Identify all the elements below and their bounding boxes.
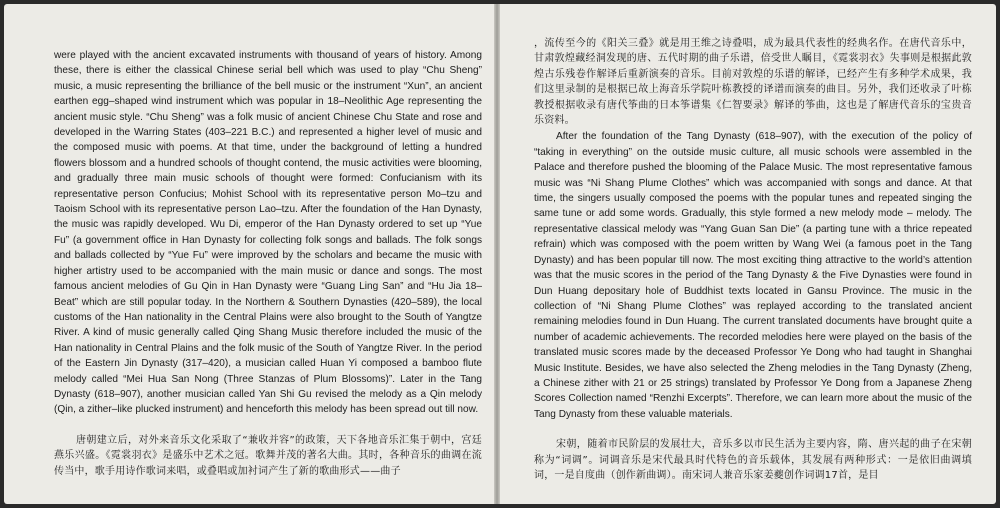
left-page [4, 4, 494, 504]
left-english-paragraph: were played with the ancient excavated instruments with thousand of years of history. Among these, there is either the classical Chinese serial bell which was used to play “Chu Sheng” music, a music representing the brilliance of the bell music or the instrument “Xun”, an ancient earthen egg–shaped wind instrument which was popular in 18–Neolithic Age representing the ancient music style. “Chu Sheng” was a folk music of ancient Chinese Chu State and rose and developed in the Warring States (403–221 B.C.) and represented a higher level of music and the composed music with poems. At that time, under the background of letting a hundred flowers blossom and a hundred schools of thought contend, the music activities were blooming, and gradually three main music schools of thought were formed: Confucianism with its representative person Confucius; Mohist School with its representative person Mo–tzu and Taoism School with its representative person Lao–tzu. After the foundation of the Han Dynasty, the music was rapidly developed. Wu Di, emperor of the Han Dynasty ordered to set up “Yue Fu” (a government office in Han Dynasty for collecting folk songs and ballads. The folk songs and ballads collected by “Yue Fu” were improved by the scholars and became the music with higher artistry used to be accompanied with the main music or dance and songs. The most famous ancient melodies of Gu Qin in Han Dynasty were “Guang Ling San” and “Hu Jia 18–Beat” which are still popular today. In the Northern & Southern Dynasties (420–589), the local customs of the Han nationality in the Central Plains were also brought to the South of Yangtze River. A kind of music generally called Qing Shang Music therefore included the music of the Han nationality in Central Plains and the folk music of the South of Yangtze River. In the period of the Eastern Jin Dynasty (317–420), a musician called Huan Yi composed a bamboo flute melody called “Mei Hua San Nong (Three Stanzas of Plum Blossoms)”. Later in the Tang Dynasty (618–907), another musician called Yan Shi Gu revised the melody as a Qin melody (Qin, a zither–like plucked instrument) and henceforth this melody has been spread out till now. [54, 50, 482, 416]
left-chinese-paragraph: 唐朝建立后，对外来音乐文化采取了“兼收并容”的政策，天下各地音乐汇集于朝中，宫廷燕乐兴盛。《霓裳羽衣》是盛乐中艺术之冠。歌舞并茂的著名大曲。其时，各种音乐的曲调在流传当中，歌手用诗作歌词来唱，或叠唱或加衬词产生了新的歌曲形式——曲子 [54, 434, 482, 477]
right-page [500, 4, 996, 504]
right-english-paragraph: After the foundation of the Tang Dynasty (618–907), with the execution of the policy of “taking in everything” on the outside music culture, all music schools were assembled in the Palace and therefore pushed the blooming of the Palace Music. The most representative famous music was “Ni Shang Plume Clothes” which was accompanied with songs and dance. At that time, the singers usually composed the poems with the popular tunes and repeated singing the same tune or add some words. Gradually, this style formed a new melody mode – melody. The representative classical melody was “Yang Guan San Die” (a parting tune with a thrice repeated refrain) which was composed with the poem written by Wang Wei (a famous poet in the Tang Dynasty) and has been popular till now. The most exciting thing attractive to the world’s attention was that the music scores in the period of the Tang Dynasty & the Five Dynasties were found in Dun Huang depositary hole of Buddhist texts located in Gansu Province. The music in the collection of “Ni Shang Plume Clothes” was replayed according to the translated ancient remaining melodies found in Dun Huang. The current translated documents have brought quite a number of academic achievements. The recorded melodies here were played on the basis of the translated music scores made by the deceased Professor Ye Dong who had taught in Shanghai Music Institute. Besides, we have also selected the Zheng melodies in the Tang Dynasty (Zheng, a Chinese zither with 21 or 25 strings) translated by Professor Ye Dong from a Japanese Zheng Scores Collection named “Renzhi Excerpts”. Therefore, we can learn more about the music of the Tang Dynasty from these valuable materials. [534, 131, 972, 420]
right-chinese-paragraph-bottom: 宋朝，随着市民阶层的发展壮大，音乐多以市民生活为主要内容，隋、唐兴起的曲子在宋朝称为“词调”。词调音乐是宋代最具时代特色的音乐载体，其发展有两种形式：一是依旧曲调填词，一是自度曲（创作新曲调）。南宋词人兼音乐家姜夔创作词调17首，是目 [534, 439, 972, 481]
right-chinese-paragraph-top: ，流传至今的《阳关三叠》就是用王维之诗叠唱，成为最具代表性的经典名作。在唐代音乐中，甘肃敦煌藏经洞发现的唐、五代时期的曲子乐谱，倍受世人瞩目，《霓裳羽衣》失事则是根据此敦煌古乐残卷作解译后重新演奏的音乐。目前对敦煌的乐谱的解译，已经产生有多种学术成果，我们这里录制的是根据已故上海音乐学院叶栋教授的译谱而演奏的曲目。另外，我们还收录了叶栋教授根据收录有唐代筝曲的日本筝谱集《仁智要录》解译的筝曲，这也是了解唐代音乐的宝贵音乐资料。 [534, 38, 972, 127]
paragraph-gap [534, 422, 972, 437]
paragraph-gap [54, 418, 482, 433]
